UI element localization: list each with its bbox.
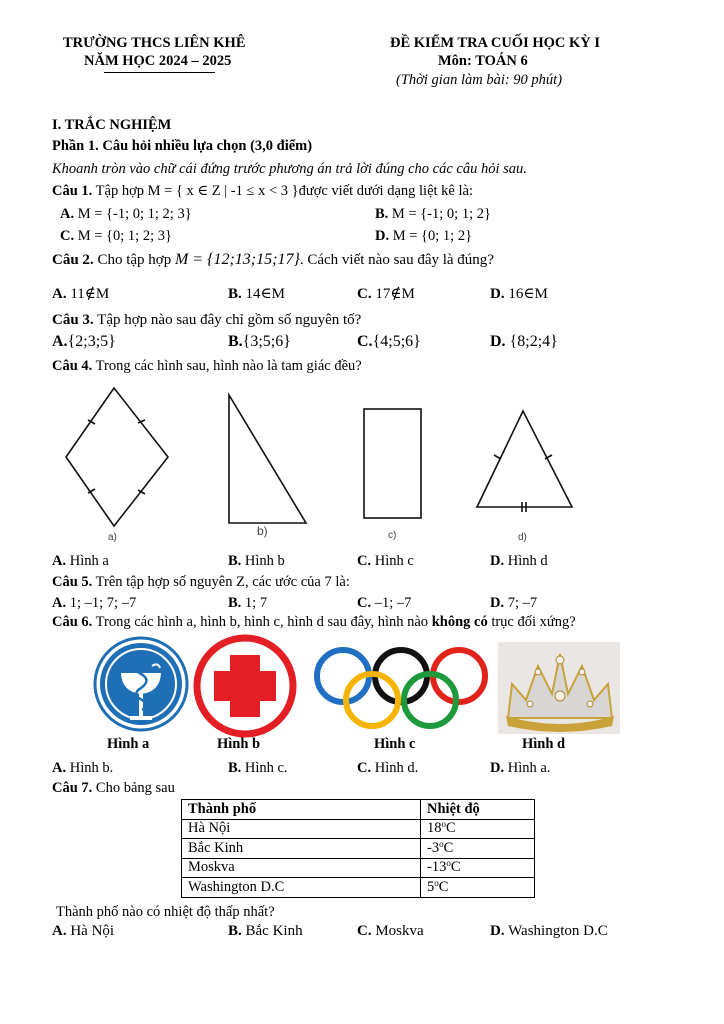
degree-symbol: o — [434, 877, 439, 888]
question-3 — [52, 312, 361, 329]
q6-figures — [0, 636, 724, 736]
olympic-rings-icon — [317, 650, 485, 726]
option-text: {2;3;5} — [67, 333, 116, 350]
question-text: Trên tập hợp số nguyên Z, các ước của 7 là: — [95, 574, 350, 590]
temp-unit: C — [450, 859, 461, 876]
q6-label-a: Hình a — [107, 736, 150, 752]
option-key: D. — [490, 923, 505, 939]
option-key: A. — [52, 760, 67, 776]
q3-option-c[interactable] — [357, 333, 421, 351]
city-cell: Bắc Kinh — [182, 839, 421, 859]
header-underline — [104, 72, 215, 73]
city-cell: Washington D.C — [182, 878, 421, 898]
option-key: D. — [490, 760, 505, 776]
question-label: Câu 7. — [52, 780, 93, 796]
q1-option-d[interactable] — [375, 228, 472, 245]
q6-label-c: Hình c — [374, 736, 416, 752]
option-key: A. — [60, 206, 75, 222]
option-key: B. — [228, 923, 242, 939]
option-text: Hình d. — [374, 760, 419, 776]
table-row — [182, 858, 535, 878]
temp-cell — [421, 858, 535, 878]
q2-option-a[interactable] — [52, 284, 109, 303]
column-header-city: Thành phố — [182, 800, 421, 820]
q6-option-d[interactable] — [490, 760, 550, 777]
question-text-after: trục đối xứng? — [491, 614, 576, 630]
temperature-table — [181, 799, 535, 898]
question-6 — [52, 614, 576, 631]
question-label: Câu 1. — [52, 183, 93, 199]
option-key: D. — [490, 595, 505, 611]
q2-option-c[interactable] — [357, 284, 415, 303]
question-text-after: . Cách viết nào sau đây là đúng? — [299, 252, 494, 268]
rectangle-shape — [364, 409, 421, 518]
q7-option-a[interactable] — [52, 923, 114, 940]
subject: Môn: TOÁN 6 — [438, 53, 528, 69]
q4-option-a[interactable] — [52, 553, 109, 570]
temp-cell — [421, 878, 535, 898]
q2-option-b[interactable] — [228, 284, 285, 303]
question-label: Câu 6. — [52, 614, 93, 630]
option-key: C. — [357, 595, 372, 611]
option-key: B. — [228, 595, 242, 611]
temp-value: 18 — [427, 820, 442, 837]
table-header-row — [182, 800, 535, 820]
option-text: 16∈M — [508, 286, 548, 302]
q6-label-b: Hình b — [217, 736, 261, 752]
table-row — [182, 839, 535, 859]
question-text: Cho bảng sau — [95, 780, 175, 796]
option-text: 1; 7 — [244, 595, 268, 611]
option-key: C. — [357, 333, 373, 350]
q7-option-b[interactable] — [228, 923, 303, 940]
q4-option-b[interactable] — [228, 553, 285, 570]
question-text-before: Trong các hình a, hình b, hình c, hình d sau đây, hình nào — [95, 614, 429, 630]
temp-value: -3 — [427, 839, 440, 856]
option-text: {8;2;4} — [509, 333, 558, 350]
pharmacy-symbol-icon — [95, 638, 187, 730]
q6-option-c[interactable] — [357, 760, 418, 777]
q4-option-d[interactable] — [490, 553, 548, 570]
option-text: 1; –1; 7; –7 — [69, 595, 137, 611]
option-text: Hà Nội — [70, 923, 115, 939]
q4-option-c[interactable] — [357, 553, 414, 570]
option-key: C. — [60, 228, 75, 244]
q7-question: Thành phố nào có nhiệt độ thấp nhất? — [56, 904, 275, 920]
option-key: D. — [490, 333, 506, 350]
option-key: B. — [228, 286, 242, 302]
option-key: C. — [357, 286, 372, 302]
degree-symbol: o — [439, 838, 444, 849]
city-cell: Moskva — [182, 858, 421, 878]
figure-label-a: a) — [108, 532, 117, 543]
q3-option-b[interactable] — [228, 333, 291, 351]
q7-option-c[interactable] — [357, 923, 424, 940]
table-row — [182, 878, 535, 898]
option-text: Hình a — [69, 553, 109, 569]
option-text: Hình c — [374, 553, 414, 569]
question-label: Câu 5. — [52, 574, 93, 590]
temp-unit: C — [446, 820, 456, 837]
option-key: D. — [375, 228, 390, 244]
question-1 — [52, 183, 473, 200]
degree-symbol: o — [441, 819, 446, 830]
option-text: {4;5;6} — [372, 333, 421, 350]
option-key: B. — [375, 206, 389, 222]
option-key: D. — [490, 553, 505, 569]
q6-label-d: Hình d — [522, 736, 566, 752]
right-triangle-shape — [229, 395, 306, 523]
school-year: NĂM HỌC 2024 – 2025 — [84, 53, 232, 69]
option-text: 14∈M — [245, 286, 285, 302]
q7-option-d[interactable] — [490, 923, 608, 940]
q2-option-d[interactable] — [490, 284, 548, 303]
red-cross-icon — [197, 638, 293, 734]
city-cell: Hà Nội — [182, 819, 421, 839]
option-text: Hình b — [244, 553, 285, 569]
option-text: M = {0; 1; 2; 3} — [77, 228, 172, 244]
option-text: M = {-1; 0; 1; 2; 3} — [77, 206, 192, 222]
temp-cell — [421, 819, 535, 839]
temp-cell — [421, 839, 535, 859]
option-key: C. — [357, 553, 372, 569]
option-key: B. — [228, 553, 242, 569]
question-2 — [52, 251, 494, 269]
q1-option-c[interactable] — [60, 228, 172, 245]
option-text: Moskva — [375, 923, 424, 939]
question-text: Tập hợp nào sau đây chỉ gồm số nguyên tố? — [97, 312, 362, 328]
q6-option-b[interactable] — [228, 760, 288, 777]
q5-option-b[interactable] — [228, 595, 267, 612]
exam-title: ĐỀ KIỂM TRA CUỐI HỌC KỲ I — [390, 35, 601, 51]
option-text: Bắc Kinh — [245, 923, 303, 939]
option-text: Hình b. — [69, 760, 114, 776]
figure-label-c: c) — [388, 530, 397, 541]
option-text: 17∉M — [375, 286, 415, 302]
option-text: Washington D.C — [508, 923, 608, 939]
option-key: C. — [357, 760, 372, 776]
question-text: Tập hợp M = { x ∈ Z | -1 ≤ x < 3 }được viết dưới dạng liệt kê là: — [95, 183, 473, 199]
q5-option-d[interactable] — [490, 595, 537, 612]
question-5 — [52, 574, 350, 591]
question-label: Câu 3. — [52, 312, 94, 328]
q3-option-a[interactable] — [52, 333, 116, 351]
part-title: Phần 1. Câu hỏi nhiều lựa chọn (3,0 điểm) — [52, 138, 313, 154]
question-text: Trong các hình sau, hình nào là tam giác đều? — [95, 358, 362, 374]
option-key: C. — [357, 923, 372, 939]
option-text: –1; –7 — [374, 595, 412, 611]
table-row — [182, 819, 535, 839]
rhombus-shape — [66, 388, 168, 526]
question-label: Câu 2. — [52, 252, 94, 268]
set-expression: M = {12;13;15;17} — [174, 251, 300, 268]
q5-option-c[interactable] — [357, 595, 411, 612]
isosceles-triangle-shape — [477, 411, 572, 507]
option-text: 11∉M — [70, 286, 110, 302]
option-text: 7; –7 — [507, 595, 538, 611]
q3-option-d[interactable] — [490, 333, 558, 351]
temp-value: 5 — [427, 878, 435, 895]
crown-image — [498, 642, 620, 734]
q1-option-a[interactable] — [60, 206, 192, 223]
question-4 — [52, 358, 362, 375]
question-label: Câu 4. — [52, 358, 93, 374]
option-key: A. — [52, 553, 67, 569]
option-key: A. — [52, 923, 67, 939]
question-emphasis: không có — [431, 614, 488, 630]
option-key: B. — [228, 333, 243, 350]
question-text-before: Cho tập hợp — [97, 252, 172, 268]
option-text: M = {-1; 0; 1; 2} — [391, 206, 491, 222]
temp-unit: C — [438, 878, 449, 895]
instruction: Khoanh tròn vào chữ cái đứng trước phương án trả lời đúng cho các câu hỏi sau. — [52, 161, 527, 177]
option-text: Hình d — [507, 553, 548, 569]
degree-symbol: o — [446, 858, 451, 869]
option-text: M = {0; 1; 2} — [392, 228, 473, 244]
q1-option-b[interactable] — [375, 206, 491, 223]
q6-option-a[interactable] — [52, 760, 113, 777]
option-key: A. — [52, 595, 67, 611]
figure-label-b: b) — [257, 524, 268, 538]
section-title: I. TRẮC NGHIỆM — [52, 117, 172, 133]
school-name: TRƯỜNG THCS LIÊN KHÊ — [63, 35, 246, 51]
temp-unit: C — [443, 839, 454, 856]
q4-figures — [0, 375, 724, 555]
temp-value: -13 — [427, 859, 447, 876]
option-key: B. — [228, 760, 242, 776]
option-key: A. — [52, 286, 67, 302]
question-7 — [52, 780, 175, 797]
option-text: {3;5;6} — [242, 333, 291, 350]
option-text: Hình a. — [507, 760, 551, 776]
option-key: A. — [52, 333, 68, 350]
figure-label-d: d) — [518, 532, 527, 543]
option-key: D. — [490, 286, 505, 302]
column-header-temp: Nhiệt độ — [421, 800, 535, 820]
option-text: Hình c. — [244, 760, 288, 776]
tick-mark — [494, 455, 501, 459]
exam-time: (Thời gian làm bài: 90 phút) — [396, 72, 563, 88]
q5-option-a[interactable] — [52, 595, 136, 612]
